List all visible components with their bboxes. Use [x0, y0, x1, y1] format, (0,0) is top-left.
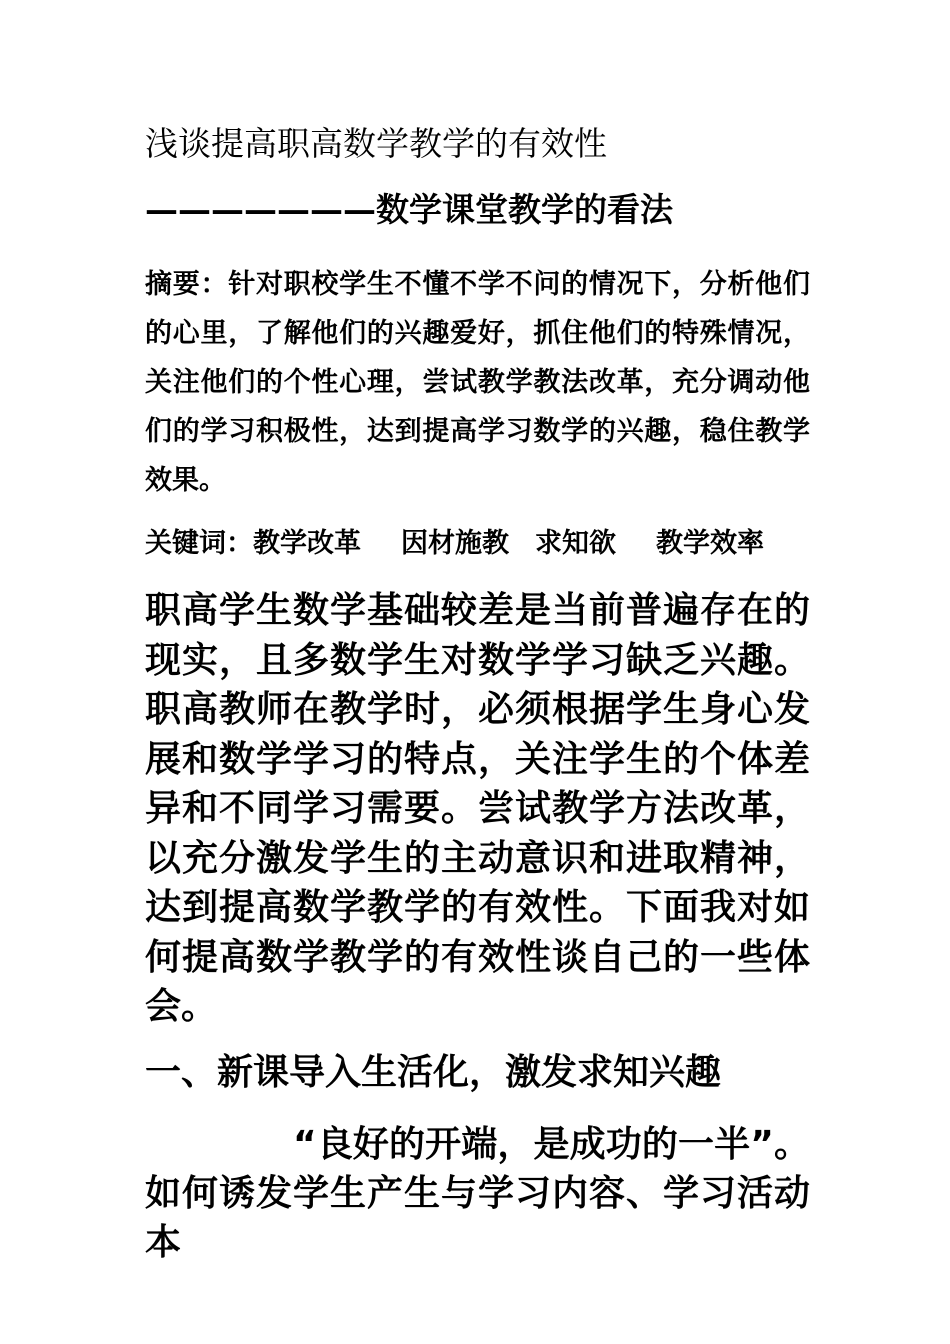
document-subtitle: ———————数学课堂教学的看法 [145, 190, 673, 229]
keyword-item: 教学效率 [656, 528, 764, 559]
section-heading: 一、新课导入生活化，激发求知兴趣 [145, 1051, 722, 1093]
abstract-paragraph: 摘要：针对职校学生不懂不学不问的情况下，分析他们的心里，了解他们的兴趣爱好，抓住他们的特殊情况，关注他们的个性心理，尝试教学教法改革，充分调动他们的学习积极性，达到提高学习数学的兴趣，稳住教学效果。 [145, 269, 810, 496]
intro-paragraph: 职高学生数学基础较差是当前普遍存在的现实，且多数学生对数学学习缺乏兴趣。职高教师在教学时，必须根据学生身心发展和数学学习的特点，关注学生的个体差异和不同学习需要。尝试教学方法改革，以充分激发学生的主动意识和进取精神，达到提高数学教学的有效性。下面我对如何提高数学教学的有效性谈自己的一些体会。 [145, 590, 810, 1027]
section-paragraph: “良好的开端，是成功的一半”。如何诱发学生产生与学习内容、学习活动本 [145, 1123, 810, 1263]
keyword-item: 教学改革 [253, 528, 361, 559]
keywords-label: 关键词： [145, 528, 253, 559]
keyword-item: 求知欲 [535, 528, 616, 559]
document-title: 浅谈提高职高数学教学的有效性 [145, 124, 607, 163]
document-content [145, 120, 810, 1267]
keywords-line [145, 519, 810, 568]
keyword-item: 因材施教 [401, 528, 509, 559]
